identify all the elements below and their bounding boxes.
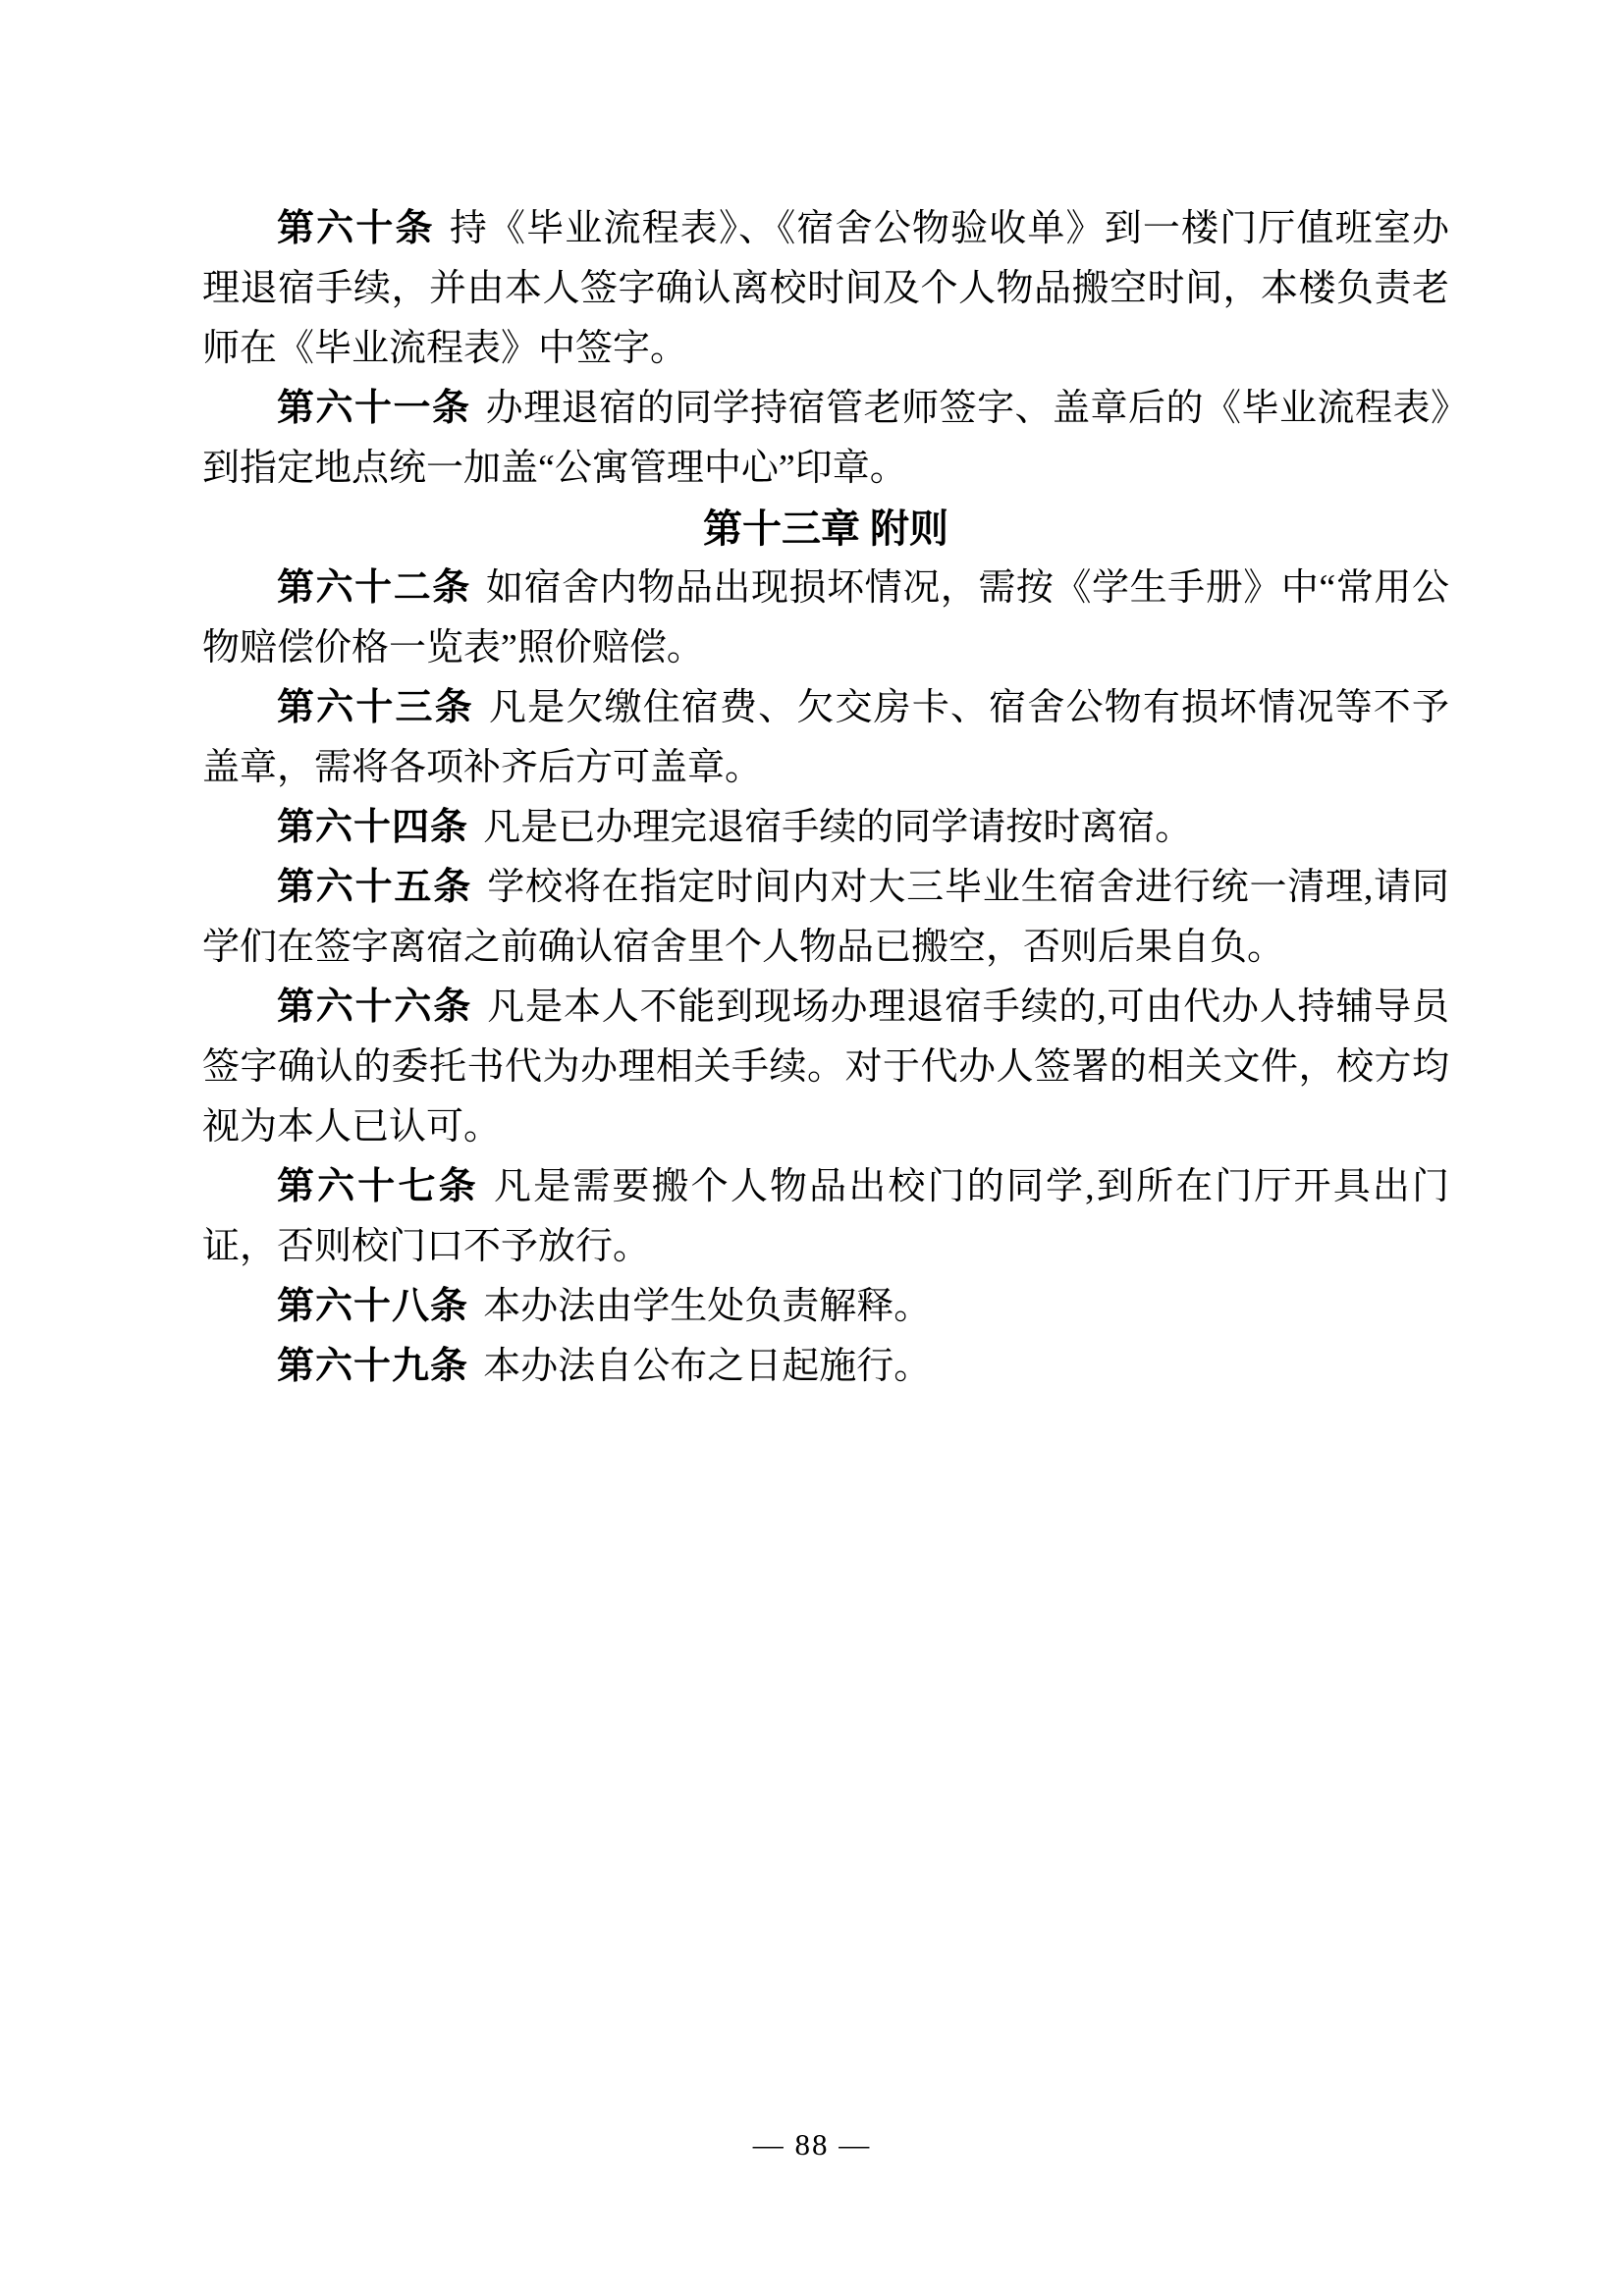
article-69-text: 本办法自公布之日起施行。 xyxy=(483,1346,932,1387)
article-61-label: 第六十一条 xyxy=(277,388,471,429)
article-67 xyxy=(202,1157,1449,1277)
article-60-label: 第六十条 xyxy=(277,208,435,249)
article-60 xyxy=(202,199,1449,379)
article-63-label: 第六十三条 xyxy=(277,687,474,728)
article-64 xyxy=(202,798,1449,858)
article-66-text: 凡是本人不能到现场办理退宿手续的,可由代办人持辅导员签字确认的委托书代为办理相关手续。对于代办人签署的相关文件，校方均视为本人已认可。 xyxy=(202,987,1449,1148)
article-64-label: 第六十四条 xyxy=(277,807,469,848)
article-62 xyxy=(202,559,1449,678)
article-68-label: 第六十八条 xyxy=(277,1286,469,1327)
article-68-text: 本办法由学生处负责解释。 xyxy=(483,1286,932,1327)
chapter-13-heading: 第十三章 附则 xyxy=(703,507,948,551)
article-66-label: 第六十六条 xyxy=(277,987,473,1028)
article-63 xyxy=(202,678,1449,798)
article-69 xyxy=(202,1337,1449,1397)
article-64-text: 凡是已办理完退宿手续的同学请按时离宿。 xyxy=(483,807,1193,848)
article-63-text: 凡是欠缴住宿费、欠交房卡、宿舍公物有损坏情况等不予盖章，需将各项补齐后方可盖章。 xyxy=(202,687,1449,788)
article-60-text: 持《毕业流程表》、《宿舍公物验收单》到一楼门厅值班室办理退宿手续，并由本人签字确认离校时间及个人物品搬空时间，本楼负责老师在《毕业流程表》中签字。 xyxy=(202,208,1449,369)
article-68 xyxy=(202,1277,1449,1337)
article-69-label: 第六十九条 xyxy=(277,1346,469,1387)
article-65 xyxy=(202,858,1449,978)
article-66 xyxy=(202,978,1449,1157)
article-65-text: 学校将在指定时间内对大三毕业生宿舍进行统一清理,请同学们在签字离宿之前确认宿舍里个人物品已搬空，否则后果自负。 xyxy=(202,867,1449,968)
page-footer xyxy=(0,2123,1624,2166)
document-body xyxy=(202,199,1449,1397)
article-67-text: 凡是需要搬个人物品出校门的同学,到所在门厅开具出门证，否则校门口不予放行。 xyxy=(202,1166,1449,1267)
article-65-label: 第六十五条 xyxy=(277,867,473,908)
article-62-text: 如宿舍内物品出现损坏情况，需按《学生手册》中“常用公物赔偿价格一览表”照价赔偿。 xyxy=(202,567,1449,668)
article-61-text: 办理退宿的同学持宿管老师签字、盖章后的《毕业流程表》到指定地点统一加盖“公寓管理中心”印章。 xyxy=(202,388,1449,489)
article-61 xyxy=(202,379,1449,499)
page-number: — 88 — xyxy=(752,2127,872,2162)
article-62-label: 第六十二条 xyxy=(277,567,471,609)
article-67-label: 第六十七条 xyxy=(277,1166,479,1207)
